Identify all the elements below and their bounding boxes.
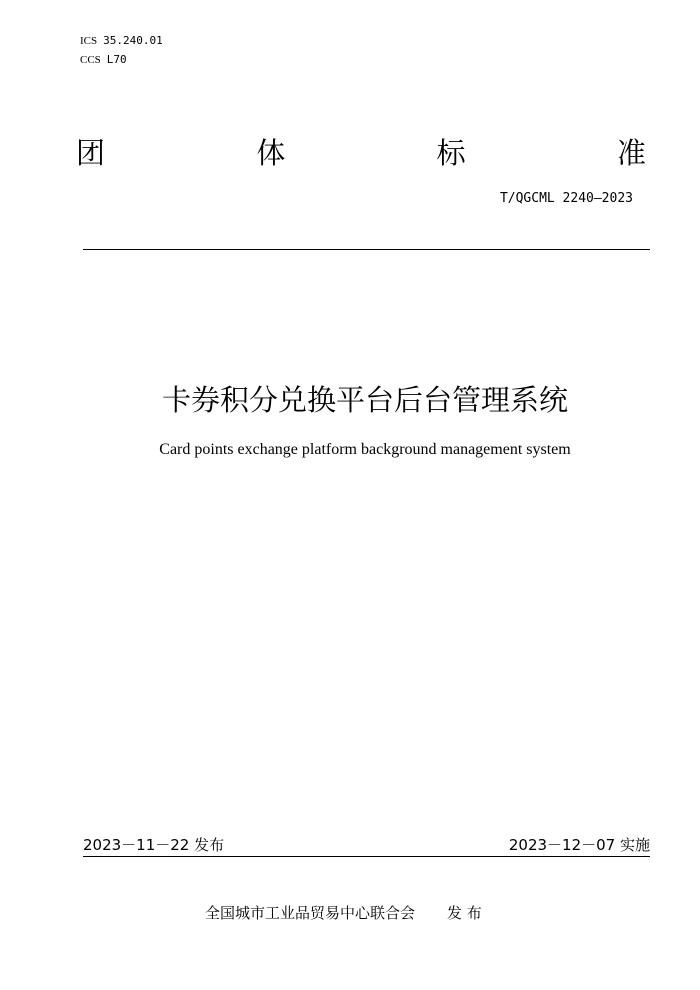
ccs-code: [80, 53, 127, 67]
ics-label: ICS: [80, 35, 98, 47]
ccs-value: L70: [106, 53, 127, 66]
footer-divider: [83, 856, 650, 857]
standard-type-char: 标: [436, 136, 466, 170]
issuer-name: 全国城市工业品贸易中心联合会: [205, 904, 416, 922]
issuer-line: [205, 903, 482, 923]
standard-type-char: 体: [256, 136, 286, 170]
document-title: 卡券积分兑换平台后台管理系统: [161, 383, 568, 417]
implement-date: 2023－12－07 实施: [508, 836, 650, 854]
ccs-label: CCS: [80, 54, 101, 66]
ics-value: 35.240.01: [103, 34, 163, 47]
standard-number: T/QGCML 2240—2023: [499, 191, 633, 206]
standard-type-char: 准: [616, 136, 646, 170]
standard-type-heading: [76, 136, 646, 170]
header-divider: [83, 249, 650, 250]
standard-type-char: 团: [76, 136, 106, 170]
publish-date: 2023－11－22 发布: [83, 836, 225, 854]
issuer-action: 发 布: [447, 904, 482, 922]
document-subtitle: Card points exchange platform background management system: [159, 441, 571, 458]
ics-code: [80, 34, 163, 48]
